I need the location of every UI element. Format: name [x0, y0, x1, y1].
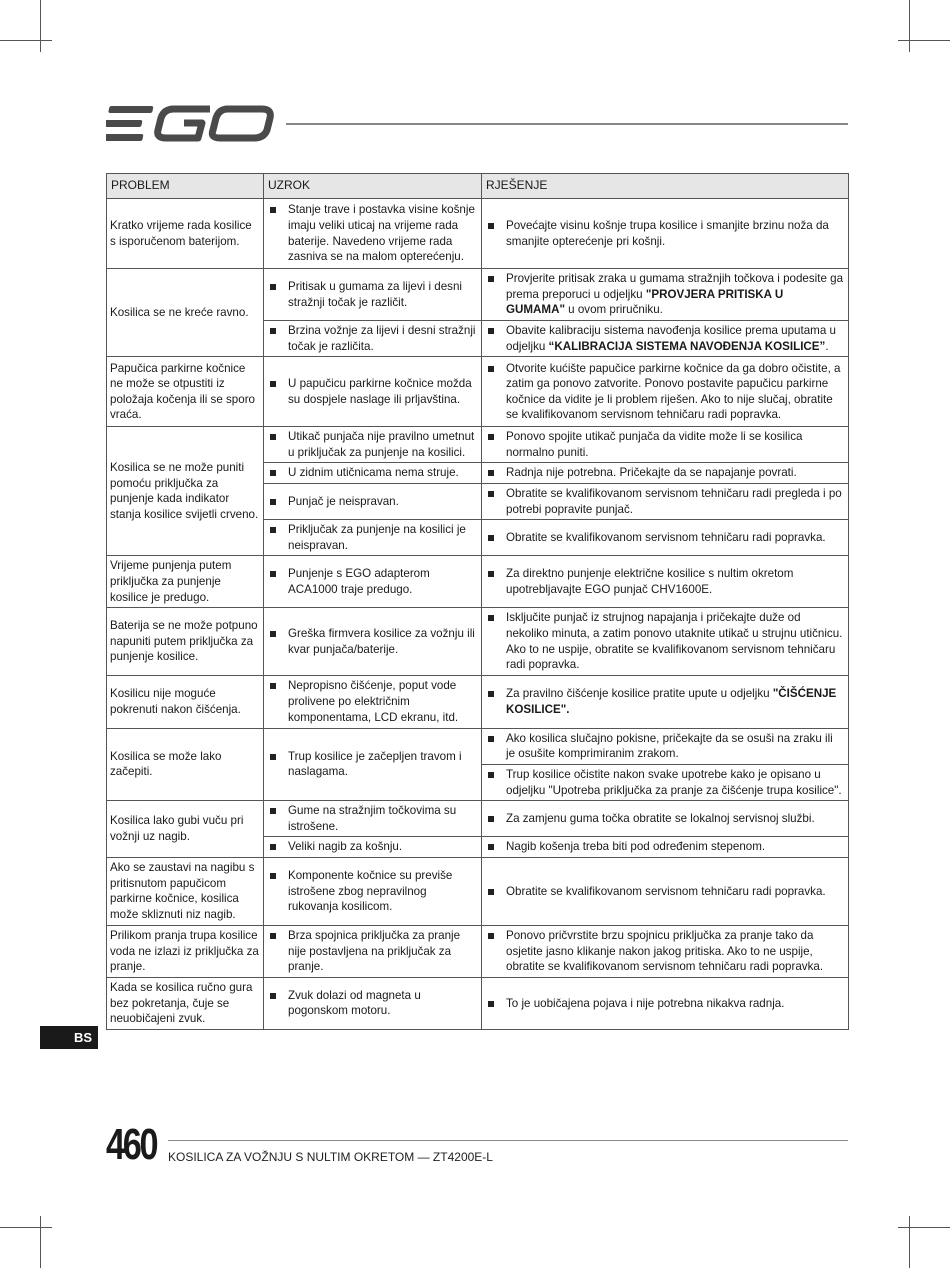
cause-text: Pritisak u gumama za lijevi i desni stražnji točak je različit. — [268, 279, 477, 310]
cause-text: Utikač punjača nije pravilno umetnut u priključak za punjenje na kosilici. — [268, 429, 477, 460]
solution-text: Otvorite kućište papučice parkirne kočnice da ga dobro očistite, a zatim ga ponovo zatvorite. Ponovo postavite papučicu parkirne kočnice da vidite je li problem riješen. Ako to nije slučaj, obratite se kvalifikovanom servisnom tehničaru radi popravka. — [486, 361, 844, 423]
crop-mark — [898, 40, 950, 41]
solution-cell — [482, 728, 849, 764]
table-row — [107, 269, 849, 321]
problem-cell: Vrijeme punjenja putem priključka za punjenje kosilice je predugo. — [107, 556, 264, 608]
cause-cell — [264, 427, 482, 463]
solution-text: To je uobičajena pojava i nije potrebna nikakva radnja. — [486, 996, 844, 1012]
footer-rule — [168, 1140, 848, 1141]
problem-cell: Prilikom pranja trupa kosilice voda ne izlazi iz priključka za pranje. — [107, 925, 264, 977]
cause-cell — [264, 801, 482, 837]
solution-text: Povećajte visinu košnje trupa kosilice i smanjite brzinu noža da smanjite opterećenje pri košnji. — [486, 218, 844, 249]
cause-cell — [264, 925, 482, 977]
solution-text: Za direktno punjenje električne kosilice s nultim okretom upotrebljavajte EGO punjač CHV1600E. — [486, 566, 844, 597]
cause-cell — [264, 199, 482, 269]
solution-cell — [482, 269, 849, 321]
cause-cell — [264, 728, 482, 800]
cause-text: Brzina vožnje za lijevi i desni stražnji točak je različita. — [268, 323, 477, 354]
cause-text: U papučicu parkirne kočnice možda su dospjele naslage ili prljavština. — [268, 376, 477, 407]
table-row — [107, 556, 849, 608]
solution-text: Za zamjenu guma točka obratite se lokalnoj servisnoj službi. — [486, 811, 844, 827]
table-row — [107, 675, 849, 728]
solution-cell — [482, 321, 849, 357]
cause-cell — [264, 463, 482, 484]
crop-mark — [909, 1216, 910, 1268]
solution-cell — [482, 463, 849, 484]
solution-text: Obavite kalibraciju sistema navođenja kosilice prema uputama u odjeljku “KALIBRACIJA SISTEMA NAVOĐENJA KOSILICE”. — [486, 323, 844, 354]
solution-text: Provjerite pritisak zraka u gumama stražnjih točkova i podesite ga prema preporuci u odjeljku "PROVJERA PRITISKA U GUMAMA" u ovom priručniku. — [486, 271, 844, 318]
crop-mark — [0, 1227, 52, 1228]
solution-text: Nagib košenja treba biti pod određenim stepenom. — [486, 839, 844, 855]
cause-text: Punjenje s EGO adapterom ACA1000 traje predugo. — [268, 566, 477, 597]
header-rule — [286, 123, 848, 125]
problem-cell: Kosilica se ne kreće ravno. — [107, 269, 264, 357]
problem-cell: Kosilica lako gubi vuču pri vožnji uz nagib. — [107, 801, 264, 858]
cause-cell — [264, 357, 482, 427]
solution-text: Ponovo pričvrstite brzu spojnicu priključka za pranje tako da osjetite jasno klikanje nakon jakog pritiska. Ako to ne uspije, obratite se kvalifikovanom servisnom tehničaru radi popravka. — [486, 928, 844, 975]
solution-text: Ako kosilica slučajno pokisne, pričekajte da se osuši na zraku ili je osušite komprimiranim zrakom. — [486, 731, 844, 762]
troubleshooting-table — [106, 173, 849, 1030]
crop-mark — [0, 40, 52, 41]
cause-text: Zvuk dolazi od magneta u pogonskom motoru. — [268, 988, 477, 1019]
solution-cell — [482, 977, 849, 1029]
solution-cell — [482, 556, 849, 608]
cause-text: Greška firmvera kosilice za vožnju ili kvar punjača/baterije. — [268, 626, 477, 657]
solution-text: Ponovo spojite utikač punjača da vidite može li se kosilica normalno puniti. — [486, 429, 844, 460]
cause-cell — [264, 483, 482, 519]
solution-text: Za pravilno čišćenje kosilice pratite upute u odjeljku "ČIŠĆENJE KOSILICE". — [486, 686, 844, 717]
table-row — [107, 857, 849, 925]
cause-text: Trup kosilice je začepljen travom i naslagama. — [268, 749, 477, 780]
header-problem: PROBLEM — [107, 174, 264, 199]
cause-text: Veliki nagib za košnju. — [268, 839, 477, 855]
cause-cell — [264, 556, 482, 608]
ego-logo — [106, 104, 276, 144]
solution-cell — [482, 801, 849, 837]
cause-text: Komponente kočnice su previše istrošene zbog nepravilnog rukovanja kosilicom. — [268, 868, 477, 915]
solution-cell — [482, 764, 849, 800]
solution-cell — [482, 427, 849, 463]
solution-text: Obratite se kvalifikovanom servisnom tehničaru radi pregleda i po potrebi popravite punjač. — [486, 486, 844, 517]
problem-cell: Kosilica se ne može puniti pomoću priključka za punjenje kada indikator stanja kosilice svijetli crveno. — [107, 427, 264, 556]
cause-cell — [264, 520, 482, 556]
solution-text: Trup kosilice očistite nakon svake upotrebe kako je opisano u odjeljku "Upotreba priključka za pranje za čišćenje trupa kosilice". — [486, 767, 844, 798]
cause-cell — [264, 977, 482, 1029]
solution-cell — [482, 925, 849, 977]
cause-cell — [264, 675, 482, 728]
table-row — [107, 925, 849, 977]
cause-text: Gume na stražnjim točkovima su istrošene. — [268, 803, 477, 834]
table-row — [107, 801, 849, 837]
cause-text: Nepropisno čišćenje, poput vode prolivene po električnim komponentama, LCD ekranu, itd. — [268, 678, 477, 725]
cause-text: Punjač je neispravan. — [268, 494, 477, 510]
table-row — [107, 427, 849, 463]
footer-title: KOSILICA ZA VOŽNJU S NULTIM OKRETOM — ZT4200E-L — [168, 1150, 493, 1164]
problem-cell: Ako se zaustavi na nagibu s pritisnutom papučicom parkirne kočnice, kosilica može skliznuti niz nagib. — [107, 857, 264, 925]
solution-cell — [482, 520, 849, 556]
cause-cell — [264, 857, 482, 925]
language-tab: BS — [40, 1026, 98, 1049]
table-header-row — [107, 174, 849, 199]
table-row — [107, 357, 849, 427]
cause-cell — [264, 608, 482, 675]
table-row — [107, 977, 849, 1029]
crop-mark — [909, 0, 910, 52]
table-row — [107, 199, 849, 269]
solution-cell — [482, 483, 849, 519]
solution-cell — [482, 357, 849, 427]
solution-cell — [482, 675, 849, 728]
crop-mark — [40, 1216, 41, 1268]
header-solution: RJEŠENJE — [482, 174, 849, 199]
solution-text: Isključite punjač iz strujnog napajanja i pričekajte duže od nekoliko minuta, a zatim ponovo utaknite utikač u strujnu utičnicu. Ako to ne uspije, obratite se kvalifikovanom servisnom tehničaru radi popravka. — [486, 610, 844, 672]
table-row — [107, 608, 849, 675]
solution-cell — [482, 608, 849, 675]
cause-text: Priključak za punjenje na kosilici je neispravan. — [268, 522, 477, 553]
crop-mark — [40, 0, 41, 52]
cause-cell — [264, 321, 482, 357]
problem-cell: Papučica parkirne kočnice ne može se otpustiti iz položaja kočenja ili se sporo vraća. — [107, 357, 264, 427]
solution-text: Radnja nije potrebna. Pričekajte da se napajanje povrati. — [486, 465, 844, 481]
cause-text: Brza spojnica priključka za pranje nije postavljena na priključak za pranje. — [268, 928, 477, 975]
solution-cell — [482, 837, 849, 858]
problem-cell: Kratko vrijeme rada kosilice s isporučenom baterijom. — [107, 199, 264, 269]
cause-cell — [264, 269, 482, 321]
problem-cell: Kosilicu nije moguće pokrenuti nakon čišćenja. — [107, 675, 264, 728]
cause-text: U zidnim utičnicama nema struje. — [268, 465, 477, 481]
crop-mark — [898, 1227, 950, 1228]
problem-cell: Kada se kosilica ručno gura bez pokretanja, čuje se neuobičajeni zvuk. — [107, 977, 264, 1029]
problem-cell: Baterija se ne može potpuno napuniti putem priključka za punjenje kosilice. — [107, 608, 264, 675]
solution-cell — [482, 857, 849, 925]
header-cause: UZROK — [264, 174, 482, 199]
cause-cell — [264, 837, 482, 858]
page-number: 460 — [106, 1120, 157, 1169]
problem-cell: Kosilica se može lako začepiti. — [107, 728, 264, 800]
solution-cell — [482, 199, 849, 269]
solution-text: Obratite se kvalifikovanom servisnom tehničaru radi popravka. — [486, 884, 844, 900]
table-row — [107, 728, 849, 764]
cause-text: Stanje trave i postavka visine košnje imaju veliki uticaj na vrijeme rada baterije. Navedeno vrijeme rada zasniva se na malom opterećenju. — [268, 202, 477, 264]
solution-text: Obratite se kvalifikovanom servisnom tehničaru radi popravka. — [486, 530, 844, 546]
